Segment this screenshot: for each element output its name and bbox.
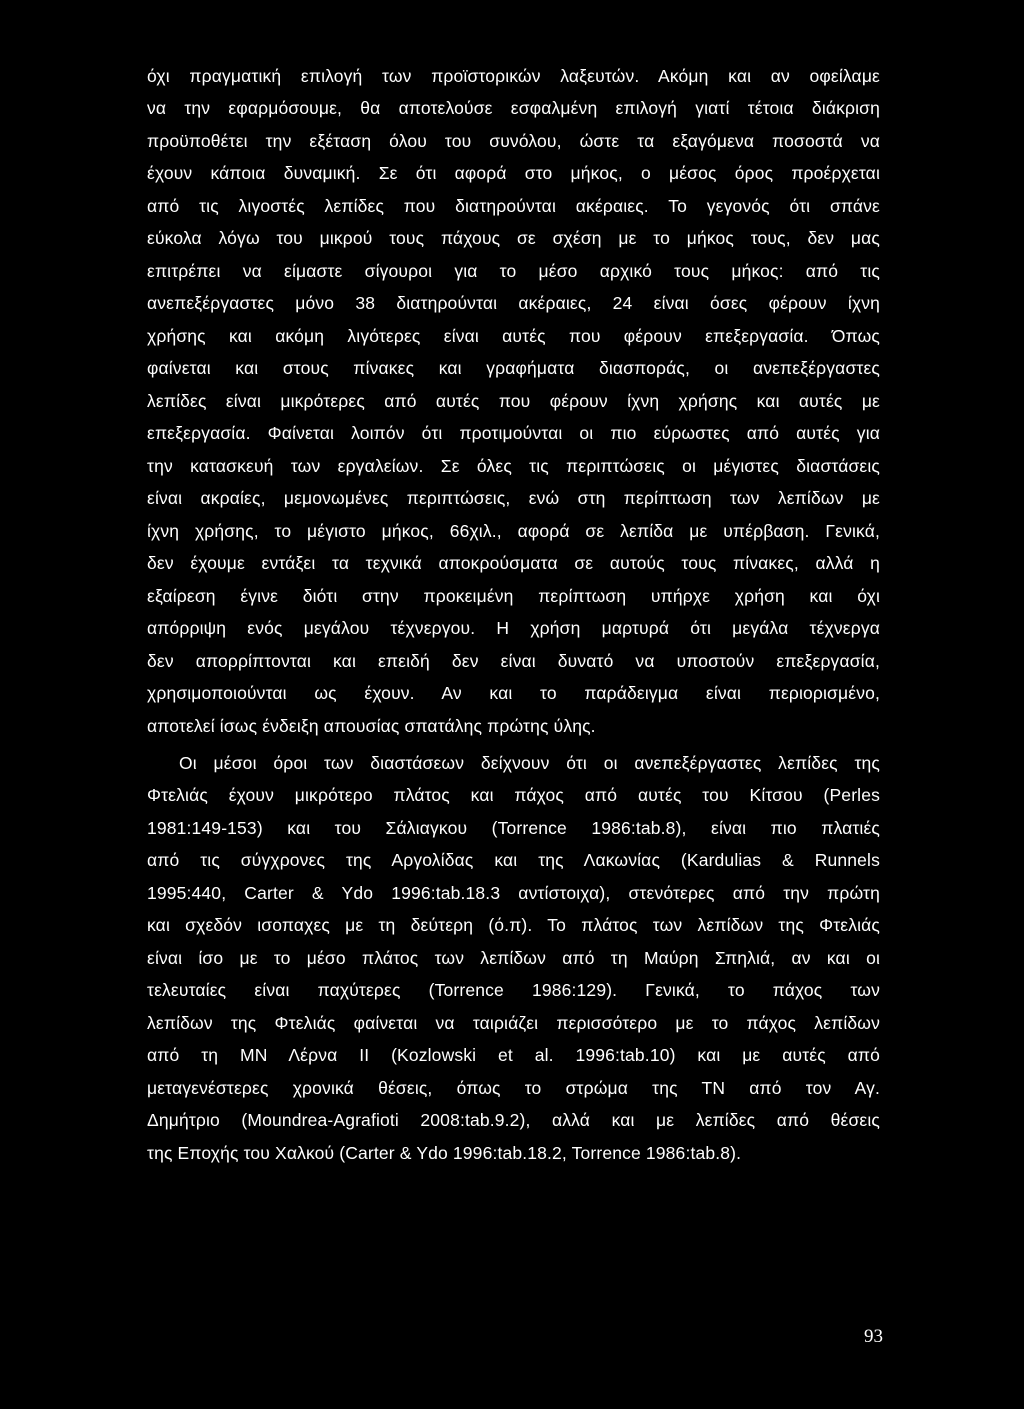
text-line: από τις λιγοστές λεπίδες που διατηρούνται ακέραιες. Το γεγονός ότι σπάνε (147, 196, 880, 216)
text-line: έχουν κάποια δυναμική. Σε ότι αφορά στο μήκος, ο μέσος όρος προέρχεται (147, 163, 880, 183)
text-line: είναι ακραίες, μεμονωμένες περιπτώσεις, ενώ στη περίπτωση των λεπίδων με (147, 488, 880, 508)
text-line: Οι μέσοι όροι των διαστάσεων δείχνουν ότι οι ανεπεξέργαστες λεπίδες της (179, 753, 880, 773)
page-number: 93 (864, 1326, 883, 1347)
text-line: μεταγενέστερες χρονικά θέσεις, όπως το στρώμα της ΤΝ από τον Αγ. (147, 1078, 880, 1098)
text-line: από τις σύγχρονες της Αργολίδας και της Λακωνίας (Kardulias & Runnels (147, 850, 880, 870)
text-line: απόρριψη ενός μεγάλου τέχνεργου. Η χρήση μαρτυρά ότι μεγάλα τέχνεργα (147, 618, 880, 638)
text-line: τελευταίες είναι παχύτερες (Torrence 1986:129). Γενικά, το πάχος των (147, 980, 880, 1000)
text-line: φαίνεται και στους πίνακες και γραφήματα διασποράς, οι ανεπεξέργαστες (147, 358, 880, 378)
text-line: ίχνη χρήσης, το μέγιστο μήκος, 66χιλ., αφορά σε λεπίδα με υπέρβαση. Γενικά, (147, 521, 880, 541)
text-line: δεν απορρίπτονται και επειδή δεν είναι δυνατό να υποστούν επεξεργασία, (147, 651, 880, 671)
text-line: δεν έχουμε εντάξει τα τεχνικά αποκρούσματα σε αυτούς τους πίνακες, αλλά η (147, 553, 880, 573)
text-line: την κατασκευή των εργαλείων. Σε όλες τις περιπτώσεις οι μέγιστες διαστάσεις (147, 456, 880, 476)
text-line: ανεπεξέργαστες μόνο 38 διατηρούνται ακέραιες, 24 είναι όσες φέρουν ίχνη (147, 293, 880, 313)
text-line: Φτελιάς έχουν μικρότερο πλάτος και πάχος από αυτές του Κίτσου (Perles (147, 785, 880, 805)
text-line: από τη ΜΝ Λέρνα II (Kozlowski et al. 1996:tab.10) και με αυτές από (147, 1045, 880, 1065)
text-line: προϋποθέτει την εξέταση όλου του συνόλου, ώστε τα εξαγόμενα ποσοστά να (147, 131, 880, 151)
text-line: λεπίδες είναι μικρότερες από αυτές που φέρουν ίχνη χρήσης και αυτές με (147, 391, 880, 411)
text-line: χρησιμοποιούνται ως έχουν. Αν και το παράδειγμα είναι περιορισμένο, (147, 683, 880, 703)
text-line: χρήσης και ακόμη λιγότερες είναι αυτές που φέρουν επεξεργασία. Όπως (147, 326, 880, 346)
text-line: όχι πραγματική επιλογή των προϊστορικών λαξευτών. Ακόμη και αν οφείλαμε (147, 66, 880, 86)
text-line: εύκολα λόγω του μικρού τους πάχους σε σχέση με το μήκος τους, δεν μας (147, 228, 880, 248)
text-line: 1981:149-153) και του Σάλιαγκου (Torrence 1986:tab.8), είναι πιο πλατιές (147, 818, 880, 838)
text-line: επιτρέπει να είμαστε σίγουροι για το μέσο αρχικό τους μήκος: από τις (147, 261, 880, 281)
text-line: και σχεδόν ισοπαχες με τη δεύτερη (ό.π). Το πλάτος των λεπίδων της Φτελιάς (147, 915, 880, 935)
text-line: να την εφαρμόσουμε, θα αποτελούσε εσφαλμένη επιλογή γιατί τέτοια διάκριση (147, 98, 880, 118)
text-line: Δημήτριο (Moundrea-Agrafioti 2008:tab.9.2), αλλά και με λεπίδες από θέσεις (147, 1110, 880, 1130)
text-line: λεπίδων της Φτελιάς φαίνεται να ταιριάζει περισσότερο με το πάχος λεπίδων (147, 1013, 880, 1033)
text-line: της Εποχής του Χαλκού (Carter & Ydo 1996:tab.18.2, Torrence 1986:tab.8). (147, 1143, 742, 1163)
text-line: αποτελεί ίσως ένδειξη απουσίας σπατάλης πρώτης ύλης. (147, 716, 596, 736)
text-line: είναι ίσο με το μέσο πλάτος των λεπίδων από τη Μαύρη Σπηλιά, αν και οι (147, 948, 880, 968)
text-line: επεξεργασία. Φαίνεται λοιπόν ότι προτιμούνται οι πιο εύρωστες από αυτές για (147, 423, 880, 443)
text-line: 1995:440, Carter & Ydo 1996:tab.18.3 αντίστοιχα), στενότερες από την πρώτη (147, 883, 880, 903)
text-line: εξαίρεση έγινε διότι στην προκειμένη περίπτωση υπήρχε χρήση και όχι (147, 586, 880, 606)
